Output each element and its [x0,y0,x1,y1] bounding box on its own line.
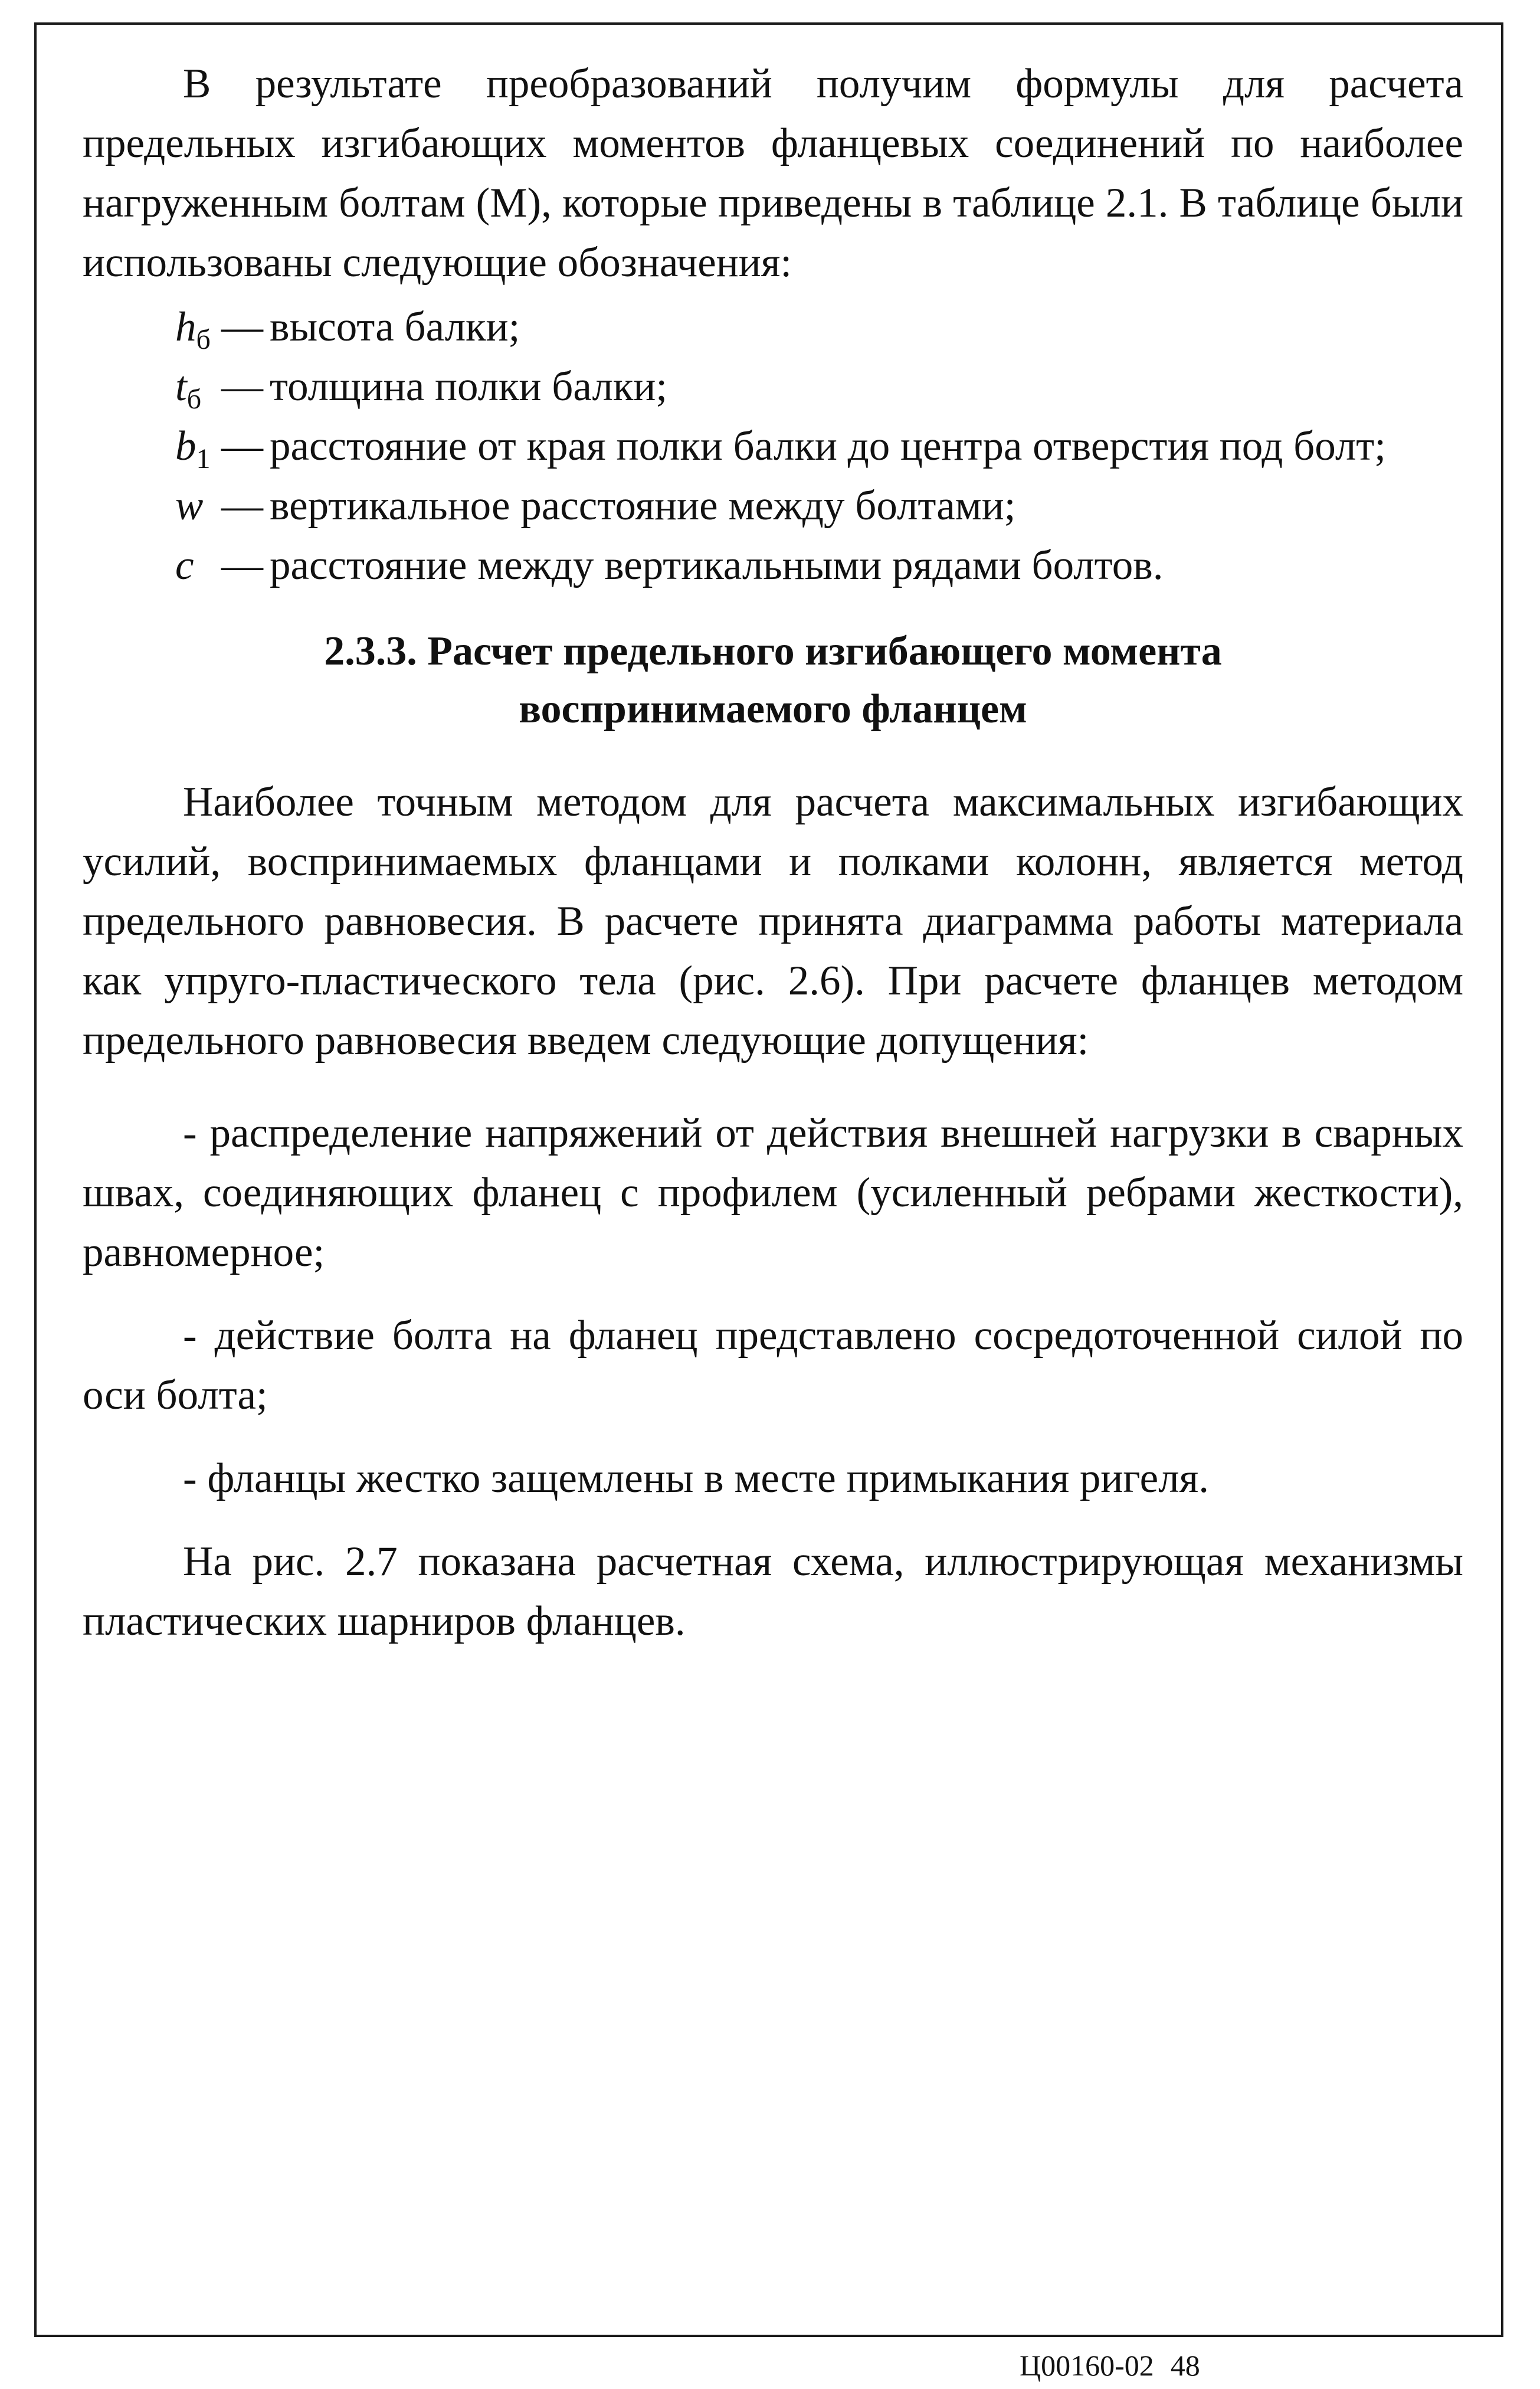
definition-item [83,297,1463,357]
document-code: Ц00160-02 [1020,2349,1154,2382]
definition-dash: — [221,364,263,410]
definition-text: высота балки; [270,304,520,350]
definition-symbol: $b_1$ [175,423,211,474]
definition-text: расстояние от края полки балки до центра отверстия под болт; [270,423,1387,469]
definition-item [83,357,1463,417]
page-footer [1020,2348,1200,2383]
definition-symbol: $h_б$ [175,304,211,355]
definition-symbol: $t_б$ [175,364,202,415]
definition-item [83,536,1463,595]
assumption-item: - фланцы жестко защемлены в месте примыкания ригеля. [183,1455,1209,1501]
assumption-item: - распределение напряжений от действия внешней нагрузки в сварных швах, соединяющих фланец с профилем (усиленный ребрами жесткости), равномерное; [83,1110,1463,1275]
definition-item [83,417,1463,476]
definition-text: расстояние между вертикальными рядами болтов. [270,542,1164,588]
definition-dash: — [221,542,263,588]
definition-text: толщина полки балки; [270,364,668,410]
definition-dash: — [221,423,263,469]
definition-dash: — [221,483,263,529]
definition-text: вертикальное расстояние между болтами; [270,483,1016,529]
definition-symbol: c [175,542,194,588]
definition-symbol: w [175,483,204,529]
section-heading [83,623,1463,738]
assumption-item: - действие болта на фланец представлено сосредоточенной силой по оси болта; [83,1313,1463,1418]
page-number: 48 [1170,2349,1200,2382]
section-heading-line-1: 2.3.3. Расчет предельного изгибающего момента [324,629,1222,674]
section-heading-line-2: воспринимаемого фланцем [519,686,1027,732]
definition-item [83,476,1463,536]
page-content [83,54,1463,1651]
definitions-list [83,297,1463,595]
intro-paragraph: В результате преобразований получим формулы для расчета предельных изгибающих моментов фланцевых соединений по наиболее нагруженным болтам (М), которые приведены в таблице 2.1. В таблице были использованы следующие обозначения: [83,61,1463,286]
body-paragraph: Наиболее точным методом для расчета максимальных изгибающих усилий, воспринимаемых фланцами и полками колонн, является метод предельного равновесия. В расчете принята диаграмма работы материала как упруго-пластического тела (рис. 2.6). При расчете фланцев методом предельного равновесия введем следующие допущения: [83,779,1463,1063]
definition-dash: — [221,304,263,350]
body-paragraph: На рис. 2.7 показана расчетная схема, иллюстрирующая механизмы пластических шарниров фланцев. [83,1539,1463,1644]
